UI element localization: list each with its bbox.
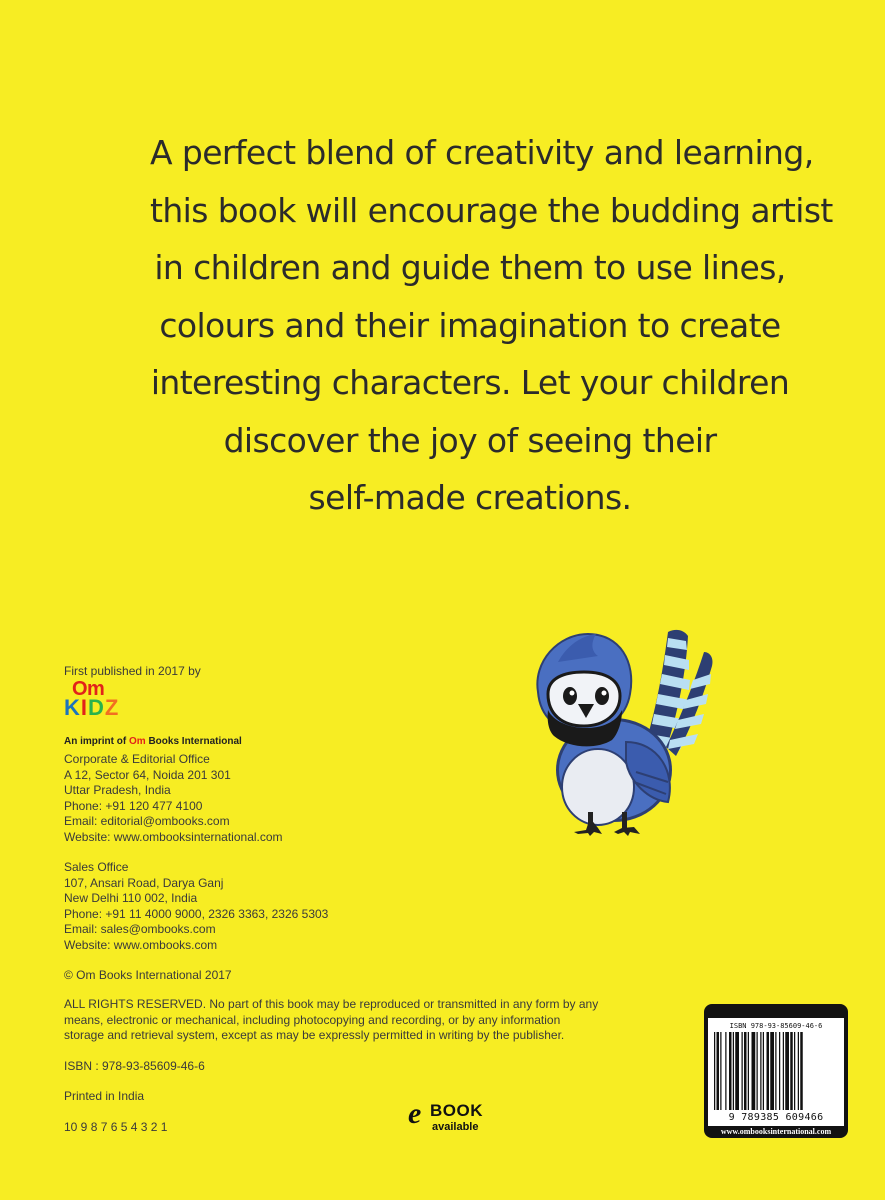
logo-letter: I [80,694,89,720]
barcode-bar [748,1032,749,1110]
logo-kidz-text [64,694,120,720]
corporate-office-line: A 12, Sector 64, Noida 201 301 [64,767,231,782]
barcode-bar [790,1032,793,1110]
sales-office-line: Phone: +91 11 4000 9000, 2326 3363, 2326 5303 [64,906,329,921]
barcode-website: www.ombooksinternational.com [720,1127,832,1136]
sales-office-line: Website: www.ombooks.com [64,937,218,952]
barcode-bars [714,1032,838,1110]
imprint-tagline [64,734,664,750]
printed-in-text: Printed in India [64,1089,145,1103]
print-line: 10 9 8 7 6 5 4 3 2 1 [64,1119,168,1134]
copyright-text: © Om Books International 2017 [64,968,232,982]
barcode-bar [785,1032,789,1110]
corporate-office-line: Corporate & Editorial Office [64,752,210,766]
back-cover-blurb [150,124,833,527]
rights-notice [64,997,624,1135]
barcode-bar [763,1032,764,1110]
rights-line: storage and retrieval system, except as may be expressly permitted in writing by the publisher. [64,1028,565,1042]
ebook-book-text: BOOK [430,1101,483,1120]
barcode-digits: 9 789385 609466 [728,1112,824,1123]
corporate-office-line: Phone: +91 120 477 4100 [64,798,203,813]
barcode-bar [783,1032,784,1110]
barcode-bar [717,1032,720,1110]
barcode-bar [798,1032,799,1110]
blurb-line: self-made creations. [308,478,632,517]
isbn-text: ISBN : 978-93-85609-46-6 [64,1058,205,1073]
logo-om-text: Om [72,677,105,700]
logo-letter: K [64,694,81,720]
barcode-isbn-label: ISBN 978-93-85609-46-6 [729,1022,823,1030]
blurb-line: this book will encourage the budding artist [150,190,833,230]
blurb-line: A perfect blend of creativity and learning, [150,133,814,172]
barcode-bar [767,1032,770,1110]
barcode-bar [794,1032,795,1110]
rights-line: ALL RIGHTS RESERVED. No part of this book may be reproduced or transmitted in any form by any [64,997,599,1011]
ebook-available-badge [408,1099,498,1139]
sales-office-line: 107, Ansari Road, Darya Ganj [64,875,224,890]
barcode-bar [757,1032,758,1110]
imprint-suffix: Books International [145,735,242,747]
imprint-brand: Om [129,735,146,747]
barcode-bar [725,1032,726,1110]
logo-letter: Z [104,694,120,720]
rights-line: means, electronic or mechanical, including photocopying and recording, or by any information [64,1012,561,1027]
corporate-office-line: Website: www.ombooksinternational.com [64,829,283,844]
barcode-bar [800,1032,803,1110]
publisher-imprint [64,664,664,984]
barcode-bar [779,1032,780,1110]
first-published-text: First published in 2017 by [64,664,201,678]
barcode-bar [742,1032,743,1110]
blurb-line: colours and their imagination to create [159,305,781,345]
barcode-bar [770,1032,774,1110]
ebook-e-glyph: e [408,1097,422,1130]
barcode-bar [714,1032,715,1110]
barcode-bar [720,1032,721,1110]
blurb-line: interesting characters. Let your children [150,363,790,402]
sales-office-line: Sales Office [64,860,129,874]
sales-office-line: New Delhi 110 002, India [64,891,198,905]
logo-letter: D [88,694,105,720]
om-kidz-logo [64,677,184,734]
barcode-bar [735,1032,739,1110]
barcode-bar [733,1032,734,1110]
sales-office-line: Email: sales@ombooks.com [64,922,216,936]
corporate-office-line: Uttar Pradesh, India [64,783,171,797]
blurb-line: discover the joy of seeing their [223,420,717,460]
barcode-bar [729,1032,732,1110]
barcode-bar [760,1032,761,1110]
corporate-office-line: Email: editorial@ombooks.com [64,814,230,828]
barcode-bar [744,1032,747,1110]
barcode-bar [775,1032,776,1110]
barcode-panel [704,1004,848,1138]
ebook-available-text: available [432,1121,479,1133]
barcode-bar [752,1032,756,1110]
blurb-line: in children and guide them to use lines, [154,248,786,287]
barcode-label [708,1018,844,1126]
imprint-prefix: An imprint of [64,735,129,747]
